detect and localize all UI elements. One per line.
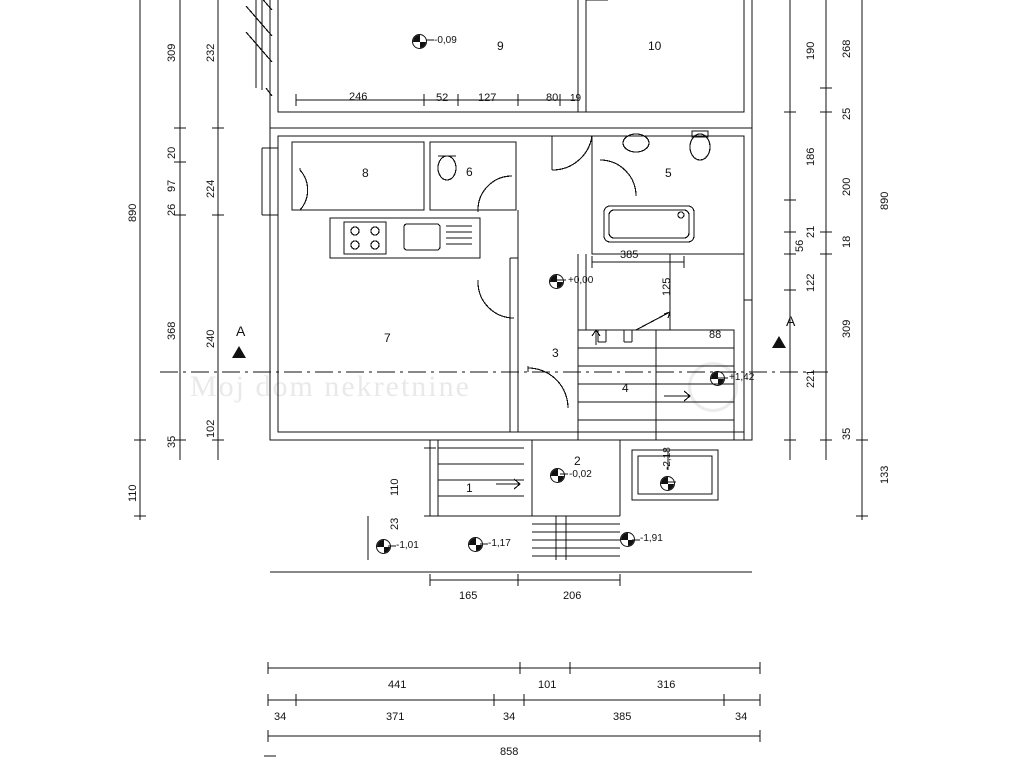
room-label: 4 (622, 381, 629, 395)
elevation-value: -1,01 (396, 540, 419, 551)
elevation-marker-icon (376, 539, 391, 554)
room-label: 1 (466, 481, 473, 495)
elevation-marker-icon (549, 274, 564, 289)
elevation-value: -1,17 (488, 538, 511, 549)
dimension-text: 88 (709, 329, 722, 341)
room-label: 10 (648, 39, 662, 53)
room-label: 9 (497, 39, 504, 53)
dimension-text: 858 (500, 746, 519, 758)
dimension-text: 316 (657, 679, 676, 691)
dimension-text: 890 (127, 203, 139, 222)
room-label: 8 (362, 166, 369, 180)
elevation-value: -0,02 (569, 469, 592, 480)
elevation-value: +0,00 (568, 275, 594, 286)
dimension-text: 101 (538, 679, 557, 691)
elevation-marker-icon (620, 532, 635, 547)
dimension-text: 165 (459, 590, 478, 602)
room-label: 2 (574, 454, 581, 468)
dimension-text: 23 (389, 517, 401, 530)
dimension-text: 97 (166, 179, 178, 192)
dimension-text: 35 (841, 427, 853, 440)
dimension-text: 240 (205, 329, 217, 348)
elevation-value: +1,42 (729, 372, 755, 383)
room-label: 6 (466, 165, 473, 179)
dimension-text: 309 (166, 43, 178, 62)
elevation-value: -1,91 (640, 533, 663, 544)
dimension-text: 110 (389, 478, 401, 496)
dimension-text: 21 (805, 225, 817, 238)
dimension-text: 26 (166, 203, 178, 216)
section-label-right: A (786, 313, 796, 329)
dimension-text: 19 (570, 93, 582, 104)
dimension-text: 20 (166, 146, 178, 159)
dimension-text: 385 (613, 711, 632, 723)
dimension-text: 133 (879, 465, 891, 484)
dimension-text: 224 (205, 179, 217, 198)
dimension-text: 309 (841, 319, 853, 338)
room-label: 3 (552, 346, 559, 360)
dimension-text: 80 (546, 92, 559, 104)
elevation-marker-icon (660, 476, 675, 491)
dimension-text: 190 (805, 41, 817, 60)
section-label-left: A (236, 323, 246, 339)
dimension-text: 441 (388, 679, 407, 691)
elevation-marker-icon (468, 537, 483, 552)
dimension-text: 368 (166, 321, 178, 340)
dimension-text: 25 (841, 107, 853, 120)
elevation-marker-icon (710, 371, 725, 386)
dimension-text: 186 (805, 147, 817, 166)
dimension-text: 200 (841, 177, 853, 196)
elevation-marker-icon (412, 34, 427, 49)
section-marker-right-icon (772, 336, 786, 348)
elevation-value: -2,18 (662, 447, 673, 470)
dimension-text: 56 (794, 239, 806, 252)
dimension-text: 34 (503, 711, 516, 723)
dimension-text: 125 (661, 277, 673, 296)
dimension-text: 34 (274, 711, 287, 723)
dimension-text: 127 (478, 92, 497, 104)
dimension-text: 34 (735, 711, 748, 723)
section-marker-left-icon (232, 346, 246, 358)
dimension-text: 385 (620, 249, 639, 261)
dimension-text: 110 (127, 484, 139, 502)
dimension-text: 35 (166, 435, 178, 448)
room-label: 7 (384, 331, 391, 345)
dimension-text: 206 (563, 590, 582, 602)
dimension-text: 102 (205, 419, 217, 438)
elevation-value: -0,09 (434, 35, 457, 46)
dimension-text: 268 (841, 39, 853, 58)
dimension-text: 221 (805, 369, 817, 388)
dimension-text: 371 (386, 711, 405, 723)
dimension-text: 52 (436, 92, 449, 104)
dimension-text: 246 (349, 91, 368, 103)
dimension-text: 122 (805, 273, 817, 292)
watermark-text: Moj dom nekretnine (190, 370, 471, 403)
room-label: 5 (665, 166, 672, 180)
dimension-text: 890 (879, 191, 891, 210)
dimension-text: 18 (841, 235, 853, 248)
elevation-marker-icon (550, 468, 565, 483)
dimension-text: 232 (205, 43, 217, 62)
